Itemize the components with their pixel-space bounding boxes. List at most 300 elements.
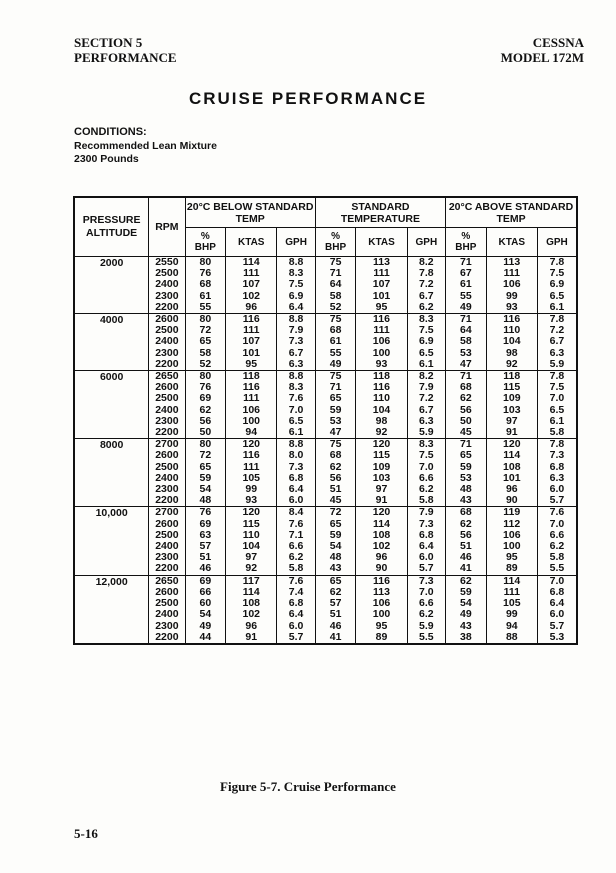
value-bhp: 43 [460,619,472,632]
value-bhp: 72 [199,324,212,337]
ktas-header: KTAS [226,228,277,257]
value-gph: 6.6 [549,528,565,541]
altitude-block-row [74,257,577,314]
value-gph: 7.3 [419,517,434,530]
rpm-cell [149,257,185,314]
value-gph: 8.0 [288,449,304,462]
value-ktas: 101 [503,471,521,484]
ktas-cell [226,575,277,644]
value-ktas: 120 [372,506,391,519]
value-rpm: 2300 [155,289,179,302]
value-gph: 6.7 [288,346,304,359]
value-rpm: 2500 [155,460,179,473]
altitude-cell: 2000 [74,257,149,314]
value-ktas: 92 [375,426,388,439]
value-ktas: 99 [245,483,258,496]
value-gph: 7.5 [419,324,434,337]
value-gph: 7.5 [549,267,565,280]
value-gph: 7.8 [549,370,565,383]
value-gph: 6.2 [419,483,434,496]
value-ktas: 97 [505,414,518,427]
value-bhp: 41 [329,630,342,643]
value-gph: 7.5 [419,449,434,462]
pct-label: % [461,231,471,242]
value-gph: 6.4 [288,300,304,313]
bhp-cell [315,439,356,507]
value-gph: 7.3 [419,574,434,587]
value-ktas: 108 [242,597,261,610]
ktas-cell [226,314,277,371]
value-gph: 5.9 [419,619,434,632]
value-bhp: 38 [460,630,472,643]
value-gph: 5.8 [288,562,304,575]
value-ktas: 105 [242,471,261,484]
value-bhp: 51 [329,608,342,621]
gph-header: GPH [537,228,577,257]
value-bhp: 45 [460,426,472,439]
value-bhp: 62 [460,392,472,405]
value-rpm: 2400 [155,403,179,416]
value-bhp: 61 [329,335,342,348]
value-ktas: 104 [503,335,521,348]
value-ktas: 96 [245,300,258,313]
gph-header: GPH [407,228,445,257]
value-ktas: 120 [242,438,261,451]
value-rpm: 2200 [155,562,179,575]
value-rpm: 2200 [155,630,179,643]
bhp-cell [446,314,487,371]
condition-line: Recommended Lean Mixture [74,140,217,152]
value-ktas: 102 [372,540,391,553]
value-ktas: 116 [373,313,390,326]
value-ktas: 96 [375,551,388,564]
value-bhp: 56 [460,528,472,541]
value-bhp: 51 [329,483,342,496]
bhp-cell [185,507,226,575]
value-gph: 6.8 [288,471,304,484]
rpm-cell [149,439,185,507]
value-bhp: 59 [329,528,342,541]
value-ktas: 112 [503,517,521,530]
conditions-block [74,126,217,166]
value-gph: 6.8 [549,460,565,473]
value-gph: 6.8 [549,585,565,598]
value-bhp: 75 [329,313,342,326]
pct-label: % [331,231,341,242]
value-bhp: 45 [329,494,342,507]
altitude-cell: 12,000 [74,575,149,644]
value-ktas: 91 [245,630,258,643]
value-bhp: 49 [460,608,472,621]
value-bhp: 46 [199,562,212,575]
value-ktas: 100 [372,346,391,359]
value-ktas: 95 [245,357,258,370]
value-ktas: 106 [372,335,391,348]
rpm-cell [149,575,185,644]
value-bhp: 76 [199,267,212,280]
value-gph: 7.5 [288,278,304,291]
value-bhp: 54 [329,540,342,553]
value-gph: 7.2 [549,324,565,337]
page-number: 5-16 [74,826,98,841]
altitude-block-row [74,507,577,575]
cruise-performance-table [73,196,578,645]
value-ktas: 120 [242,506,261,519]
ktas-cell [486,371,537,439]
value-gph: 6.4 [288,608,304,621]
value-gph: 8.8 [288,370,304,383]
value-gph: 7.0 [549,574,565,587]
gph-cell [407,371,445,439]
value-bhp: 53 [460,471,472,484]
value-ktas: 99 [505,608,518,621]
value-ktas: 116 [503,313,521,326]
value-bhp: 68 [199,278,212,291]
ktas-cell [486,314,537,371]
value-ktas: 116 [373,381,390,394]
value-rpm: 2400 [155,608,179,621]
bhp-cell [315,371,356,439]
value-rpm: 2300 [155,619,179,632]
gph-cell [277,257,315,314]
value-gph: 6.6 [419,471,434,484]
value-gph: 7.6 [288,517,304,530]
value-gph: 6.3 [549,471,565,484]
altitude-cell: 10,000 [74,507,149,575]
value-gph: 6.5 [549,289,565,302]
value-gph: 7.1 [288,528,304,541]
value-bhp: 72 [199,449,212,462]
value-ktas: 111 [373,267,390,280]
make-label: CESSNA [532,35,584,50]
value-rpm: 2600 [155,381,179,394]
bhp-header [446,228,487,257]
value-ktas: 114 [242,585,260,598]
gph-cell [407,507,445,575]
value-rpm: 2550 [155,256,179,268]
value-bhp: 50 [460,414,472,427]
value-bhp: 52 [199,357,212,370]
value-ktas: 120 [372,438,391,451]
value-gph: 6.0 [549,483,565,496]
value-gph: 7.0 [549,517,565,530]
value-ktas: 111 [243,460,260,473]
value-ktas: 91 [505,426,518,439]
rpm-header: RPM [149,197,185,257]
value-rpm: 2300 [155,414,179,427]
value-gph: 5.8 [419,494,434,507]
value-bhp: 80 [199,256,212,268]
value-bhp: 61 [460,278,472,291]
value-bhp: 75 [329,370,342,383]
value-ktas: 91 [375,494,388,507]
value-rpm: 2600 [155,313,179,326]
gph-cell [537,257,577,314]
value-ktas: 111 [503,267,520,280]
value-bhp: 64 [329,278,342,291]
value-ktas: 111 [503,585,520,598]
value-bhp: 50 [199,426,212,439]
value-gph: 6.0 [419,551,434,564]
value-bhp: 43 [329,562,342,575]
ktas-cell [356,371,407,439]
value-ktas: 100 [503,540,521,553]
value-bhp: 55 [460,289,472,302]
value-gph: 6.5 [549,403,565,416]
value-gph: 6.7 [549,335,565,348]
condition-line: 2300 Pounds [74,153,139,165]
value-ktas: 108 [503,460,521,473]
value-bhp: 61 [199,289,212,302]
value-ktas: 100 [242,414,261,427]
value-bhp: 58 [329,289,342,302]
value-ktas: 98 [375,414,388,427]
header-left [74,35,177,65]
value-ktas: 98 [505,346,518,359]
value-gph: 5.9 [419,426,434,439]
value-ktas: 102 [242,289,261,302]
ktas-header: KTAS [356,228,407,257]
value-ktas: 109 [503,392,521,405]
gph-cell [537,314,577,371]
value-rpm: 2300 [155,483,179,496]
value-gph: 8.3 [288,381,304,394]
value-gph: 7.8 [419,267,434,280]
value-bhp: 62 [329,460,342,473]
value-ktas: 90 [375,562,388,575]
ktas-cell [226,371,277,439]
value-ktas: 96 [505,483,518,496]
value-gph: 7.5 [549,381,565,394]
value-gph: 6.1 [288,426,304,439]
value-gph: 6.9 [288,289,304,302]
value-bhp: 59 [460,585,472,598]
value-ktas: 111 [243,324,260,337]
bhp-header [185,228,226,257]
ktas-header: KTAS [486,228,537,257]
value-bhp: 68 [460,506,472,519]
value-gph: 6.4 [419,540,434,553]
pressure-altitude-header: PRESSURE ALTITUDE [74,197,149,257]
rpm-cell [149,314,185,371]
value-rpm: 2500 [155,324,179,337]
value-bhp: 48 [199,494,212,507]
value-bhp: 64 [460,324,472,337]
value-ktas: 107 [372,278,391,291]
value-bhp: 58 [460,335,472,348]
section-label: SECTION 5 [74,35,143,50]
ktas-cell [486,439,537,507]
value-ktas: 105 [503,597,521,610]
value-bhp: 41 [460,562,472,575]
value-ktas: 94 [505,619,518,632]
value-gph: 6.0 [549,608,565,621]
value-ktas: 103 [372,471,391,484]
value-gph: 5.7 [549,494,565,507]
ktas-cell [356,257,407,314]
value-ktas: 95 [375,619,388,632]
value-bhp: 62 [460,517,472,530]
value-bhp: 52 [329,300,342,313]
page-title: CRUISE PERFORMANCE [188,89,428,108]
value-ktas: 109 [372,460,391,473]
value-rpm: 2400 [155,278,179,291]
value-gph: 7.3 [288,460,304,473]
rpm-cell [149,371,185,439]
value-bhp: 67 [460,267,472,280]
gph-cell [277,371,315,439]
value-gph: 6.6 [288,540,304,553]
value-bhp: 69 [199,574,212,587]
value-gph: 7.0 [419,460,434,473]
bhp-header [315,228,356,257]
value-ktas: 116 [242,449,260,462]
value-bhp: 60 [199,597,212,610]
value-rpm: 2500 [155,528,179,541]
value-bhp: 76 [199,506,212,519]
pct-label: % [200,231,210,242]
value-ktas: 93 [505,300,518,313]
value-rpm: 2300 [155,551,179,564]
value-bhp: 68 [329,324,342,337]
value-ktas: 110 [503,324,521,337]
value-bhp: 49 [329,357,342,370]
value-gph: 7.8 [549,256,565,268]
bhp-cell [446,371,487,439]
value-ktas: 110 [373,392,390,405]
value-bhp: 71 [460,370,472,383]
value-gph: 6.9 [549,278,565,291]
value-bhp: 72 [329,506,342,519]
value-ktas: 111 [373,324,390,337]
value-rpm: 2500 [155,597,179,610]
value-bhp: 65 [199,460,212,473]
gph-cell [537,371,577,439]
value-ktas: 118 [373,370,390,383]
gph-header: GPH [277,228,315,257]
value-bhp: 63 [199,528,212,541]
value-gph: 7.0 [419,585,434,598]
value-ktas: 104 [372,403,391,416]
value-gph: 6.2 [549,540,565,553]
value-gph: 7.6 [288,392,304,405]
value-gph: 6.1 [549,300,565,313]
bhp-cell [185,371,226,439]
value-gph: 7.9 [419,506,434,519]
value-bhp: 56 [199,414,212,427]
group-header-standard: STANDARD TEMPERATURE [315,197,445,228]
value-ktas: 116 [242,313,260,326]
value-ktas: 94 [245,426,258,439]
value-ktas: 115 [503,381,521,394]
bhp-cell [315,575,356,644]
gph-cell [407,314,445,371]
altitude-cell: 4000 [74,314,149,371]
gph-cell [277,314,315,371]
value-ktas: 104 [242,540,261,553]
value-bhp: 54 [460,597,472,610]
value-gph: 8.3 [288,267,304,280]
value-gph: 8.3 [419,438,434,451]
rpm-cell [149,507,185,575]
value-bhp: 53 [460,346,472,359]
ktas-cell [226,257,277,314]
value-gph: 6.5 [288,414,304,427]
value-bhp: 65 [460,449,472,462]
value-bhp: 76 [199,381,212,394]
table-body [74,257,577,644]
value-bhp: 80 [199,313,212,326]
value-gph: 7.2 [419,392,434,405]
value-ktas: 107 [242,335,261,348]
value-ktas: 106 [242,403,261,416]
value-ktas: 88 [505,630,518,643]
value-ktas: 114 [373,517,390,530]
value-gph: 6.7 [419,289,434,302]
value-ktas: 93 [375,357,388,370]
value-bhp: 65 [329,517,342,530]
value-ktas: 97 [375,483,388,496]
ktas-cell [486,507,537,575]
value-ktas: 106 [372,597,391,610]
value-bhp: 68 [329,449,342,462]
bhp-cell [185,575,226,644]
value-gph: 5.9 [549,357,565,370]
value-gph: 7.8 [549,438,565,451]
value-ktas: 107 [242,278,261,291]
ktas-cell [226,507,277,575]
bhp-label: BHP [325,242,347,253]
altitude-block-row [74,575,577,644]
value-bhp: 65 [329,392,342,405]
value-gph: 7.3 [549,449,565,462]
value-bhp: 59 [329,403,342,416]
value-rpm: 2700 [155,438,179,451]
ktas-cell [356,314,407,371]
value-bhp: 53 [329,414,342,427]
value-ktas: 113 [503,256,521,268]
gph-cell [407,257,445,314]
value-gph: 8.2 [419,370,434,383]
value-ktas: 108 [372,528,391,541]
value-bhp: 69 [199,517,212,530]
value-gph: 7.0 [549,392,565,405]
value-gph: 5.7 [549,619,565,632]
value-rpm: 2650 [155,370,179,383]
value-ktas: 100 [372,608,391,621]
gph-cell [407,575,445,644]
value-ktas: 111 [243,267,260,280]
value-bhp: 62 [329,585,342,598]
bhp-cell [446,575,487,644]
section-name: PERFORMANCE [74,50,177,65]
value-bhp: 54 [199,483,212,496]
value-bhp: 51 [199,551,212,564]
value-gph: 5.3 [549,630,565,643]
value-gph: 5.5 [419,630,434,643]
value-rpm: 2400 [155,540,179,553]
value-bhp: 68 [460,381,472,394]
gph-cell [277,575,315,644]
gph-cell [277,507,315,575]
value-gph: 6.0 [288,619,304,632]
value-bhp: 59 [460,460,472,473]
value-ktas: 115 [242,517,260,530]
altitude-block-row [74,439,577,507]
value-gph: 5.8 [549,426,565,439]
value-gph: 6.0 [288,494,304,507]
value-rpm: 2600 [155,517,179,530]
